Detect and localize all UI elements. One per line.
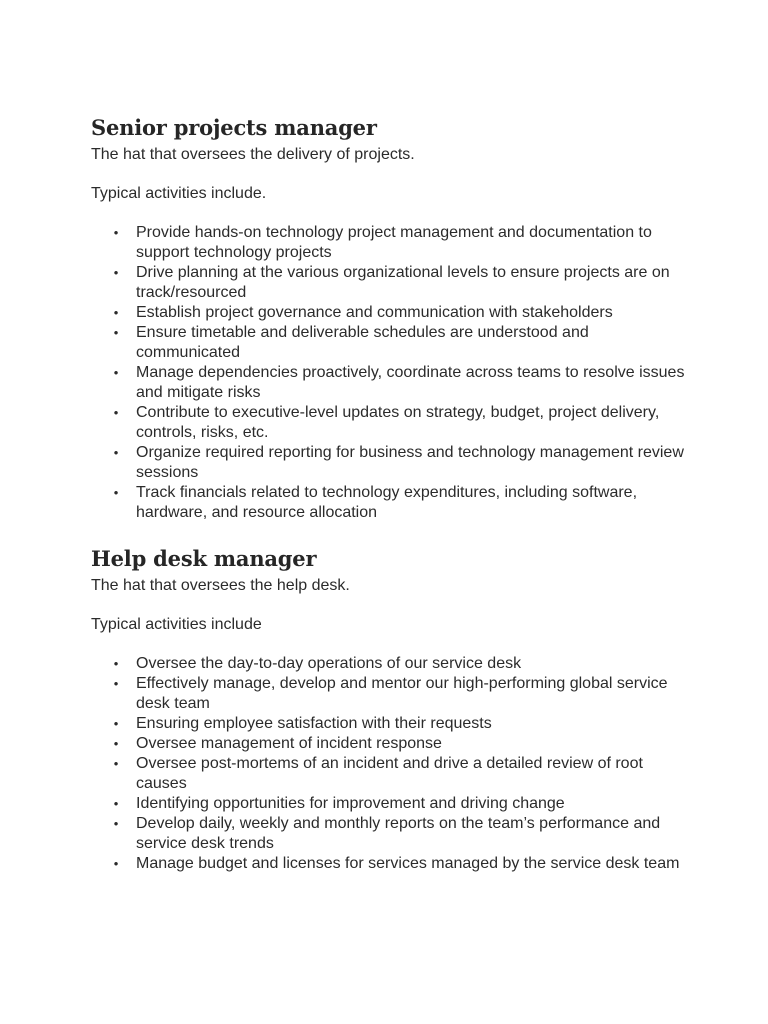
list-item-text: Oversee management of incident response bbox=[136, 735, 442, 752]
list-item-text: Manage budget and licenses for services managed by the service desk team bbox=[136, 855, 680, 872]
section-heading: Help desk manager bbox=[91, 546, 317, 571]
list-item-text: Oversee post-mortems of an incident and drive a detailed review of root causes bbox=[136, 755, 643, 792]
list-item bbox=[91, 674, 691, 714]
list-item bbox=[91, 734, 691, 754]
list-item bbox=[91, 654, 691, 674]
document-page bbox=[91, 113, 691, 874]
list-item-text: Track financials related to technology expenditures, including software, hardware, and resource allocation bbox=[136, 484, 638, 521]
list-item bbox=[91, 754, 691, 794]
bullet-icon: • bbox=[113, 325, 119, 340]
bullet-icon: • bbox=[113, 656, 119, 671]
list-item-text: Establish project governance and communication with stakeholders bbox=[136, 304, 613, 321]
list-item-text: Ensure timetable and deliverable schedules are understood and communicated bbox=[136, 324, 589, 361]
list-item bbox=[91, 714, 691, 734]
list-item bbox=[91, 403, 691, 443]
section-intro: The hat that oversees the delivery of projects. bbox=[91, 146, 415, 163]
list-item-text: Organize required reporting for business and technology management review sessions bbox=[136, 444, 684, 481]
list-item bbox=[91, 363, 691, 403]
list-item bbox=[91, 223, 691, 263]
list-item bbox=[91, 443, 691, 483]
activity-list bbox=[91, 223, 691, 523]
list-item bbox=[91, 794, 691, 814]
list-item bbox=[91, 303, 691, 323]
list-item bbox=[91, 483, 691, 523]
bullet-icon: • bbox=[113, 856, 119, 871]
list-item-text: Oversee the day-to-day operations of our service desk bbox=[136, 655, 522, 672]
bullet-icon: • bbox=[113, 676, 119, 691]
bullet-icon: • bbox=[113, 796, 119, 811]
bullet-icon: • bbox=[113, 265, 119, 280]
bullet-icon: • bbox=[113, 305, 119, 320]
bullet-icon: • bbox=[113, 445, 119, 460]
list-item bbox=[91, 263, 691, 303]
bullet-icon: • bbox=[113, 405, 119, 420]
list-item bbox=[91, 854, 691, 874]
list-item-text: Contribute to executive-level updates on strategy, budget, project delivery, controls, risks, etc. bbox=[136, 404, 660, 441]
section-lead: Typical activities include. bbox=[91, 185, 267, 202]
list-item bbox=[91, 323, 691, 363]
list-item-text: Effectively manage, develop and mentor our high-performing global service desk team bbox=[136, 675, 668, 712]
section-senior-projects-manager bbox=[91, 113, 691, 523]
bullet-icon: • bbox=[113, 816, 119, 831]
bullet-icon: • bbox=[113, 716, 119, 731]
bullet-icon: • bbox=[113, 736, 119, 751]
section-lead: Typical activities include bbox=[91, 616, 262, 633]
list-item-text: Manage dependencies proactively, coordinate across teams to resolve issues and mitigate risks bbox=[136, 364, 685, 401]
section-help-desk-manager bbox=[91, 544, 691, 874]
list-item-text: Drive planning at the various organizational levels to ensure projects are on track/resourced bbox=[136, 264, 670, 301]
list-item-text: Provide hands-on technology project management and documentation to support technology projects bbox=[136, 224, 652, 261]
bullet-icon: • bbox=[113, 365, 119, 380]
section-heading: Senior projects manager bbox=[91, 115, 377, 140]
list-item-text: Develop daily, weekly and monthly reports on the team’s performance and service desk trends bbox=[136, 815, 661, 852]
bullet-icon: • bbox=[113, 756, 119, 771]
activity-list bbox=[91, 654, 691, 874]
section-intro: The hat that oversees the help desk. bbox=[91, 577, 350, 594]
list-item-text: Identifying opportunities for improvement and driving change bbox=[136, 795, 565, 812]
bullet-icon: • bbox=[113, 485, 119, 500]
list-item-text: Ensuring employee satisfaction with their requests bbox=[136, 715, 492, 732]
list-item bbox=[91, 814, 691, 854]
bullet-icon: • bbox=[113, 225, 119, 240]
